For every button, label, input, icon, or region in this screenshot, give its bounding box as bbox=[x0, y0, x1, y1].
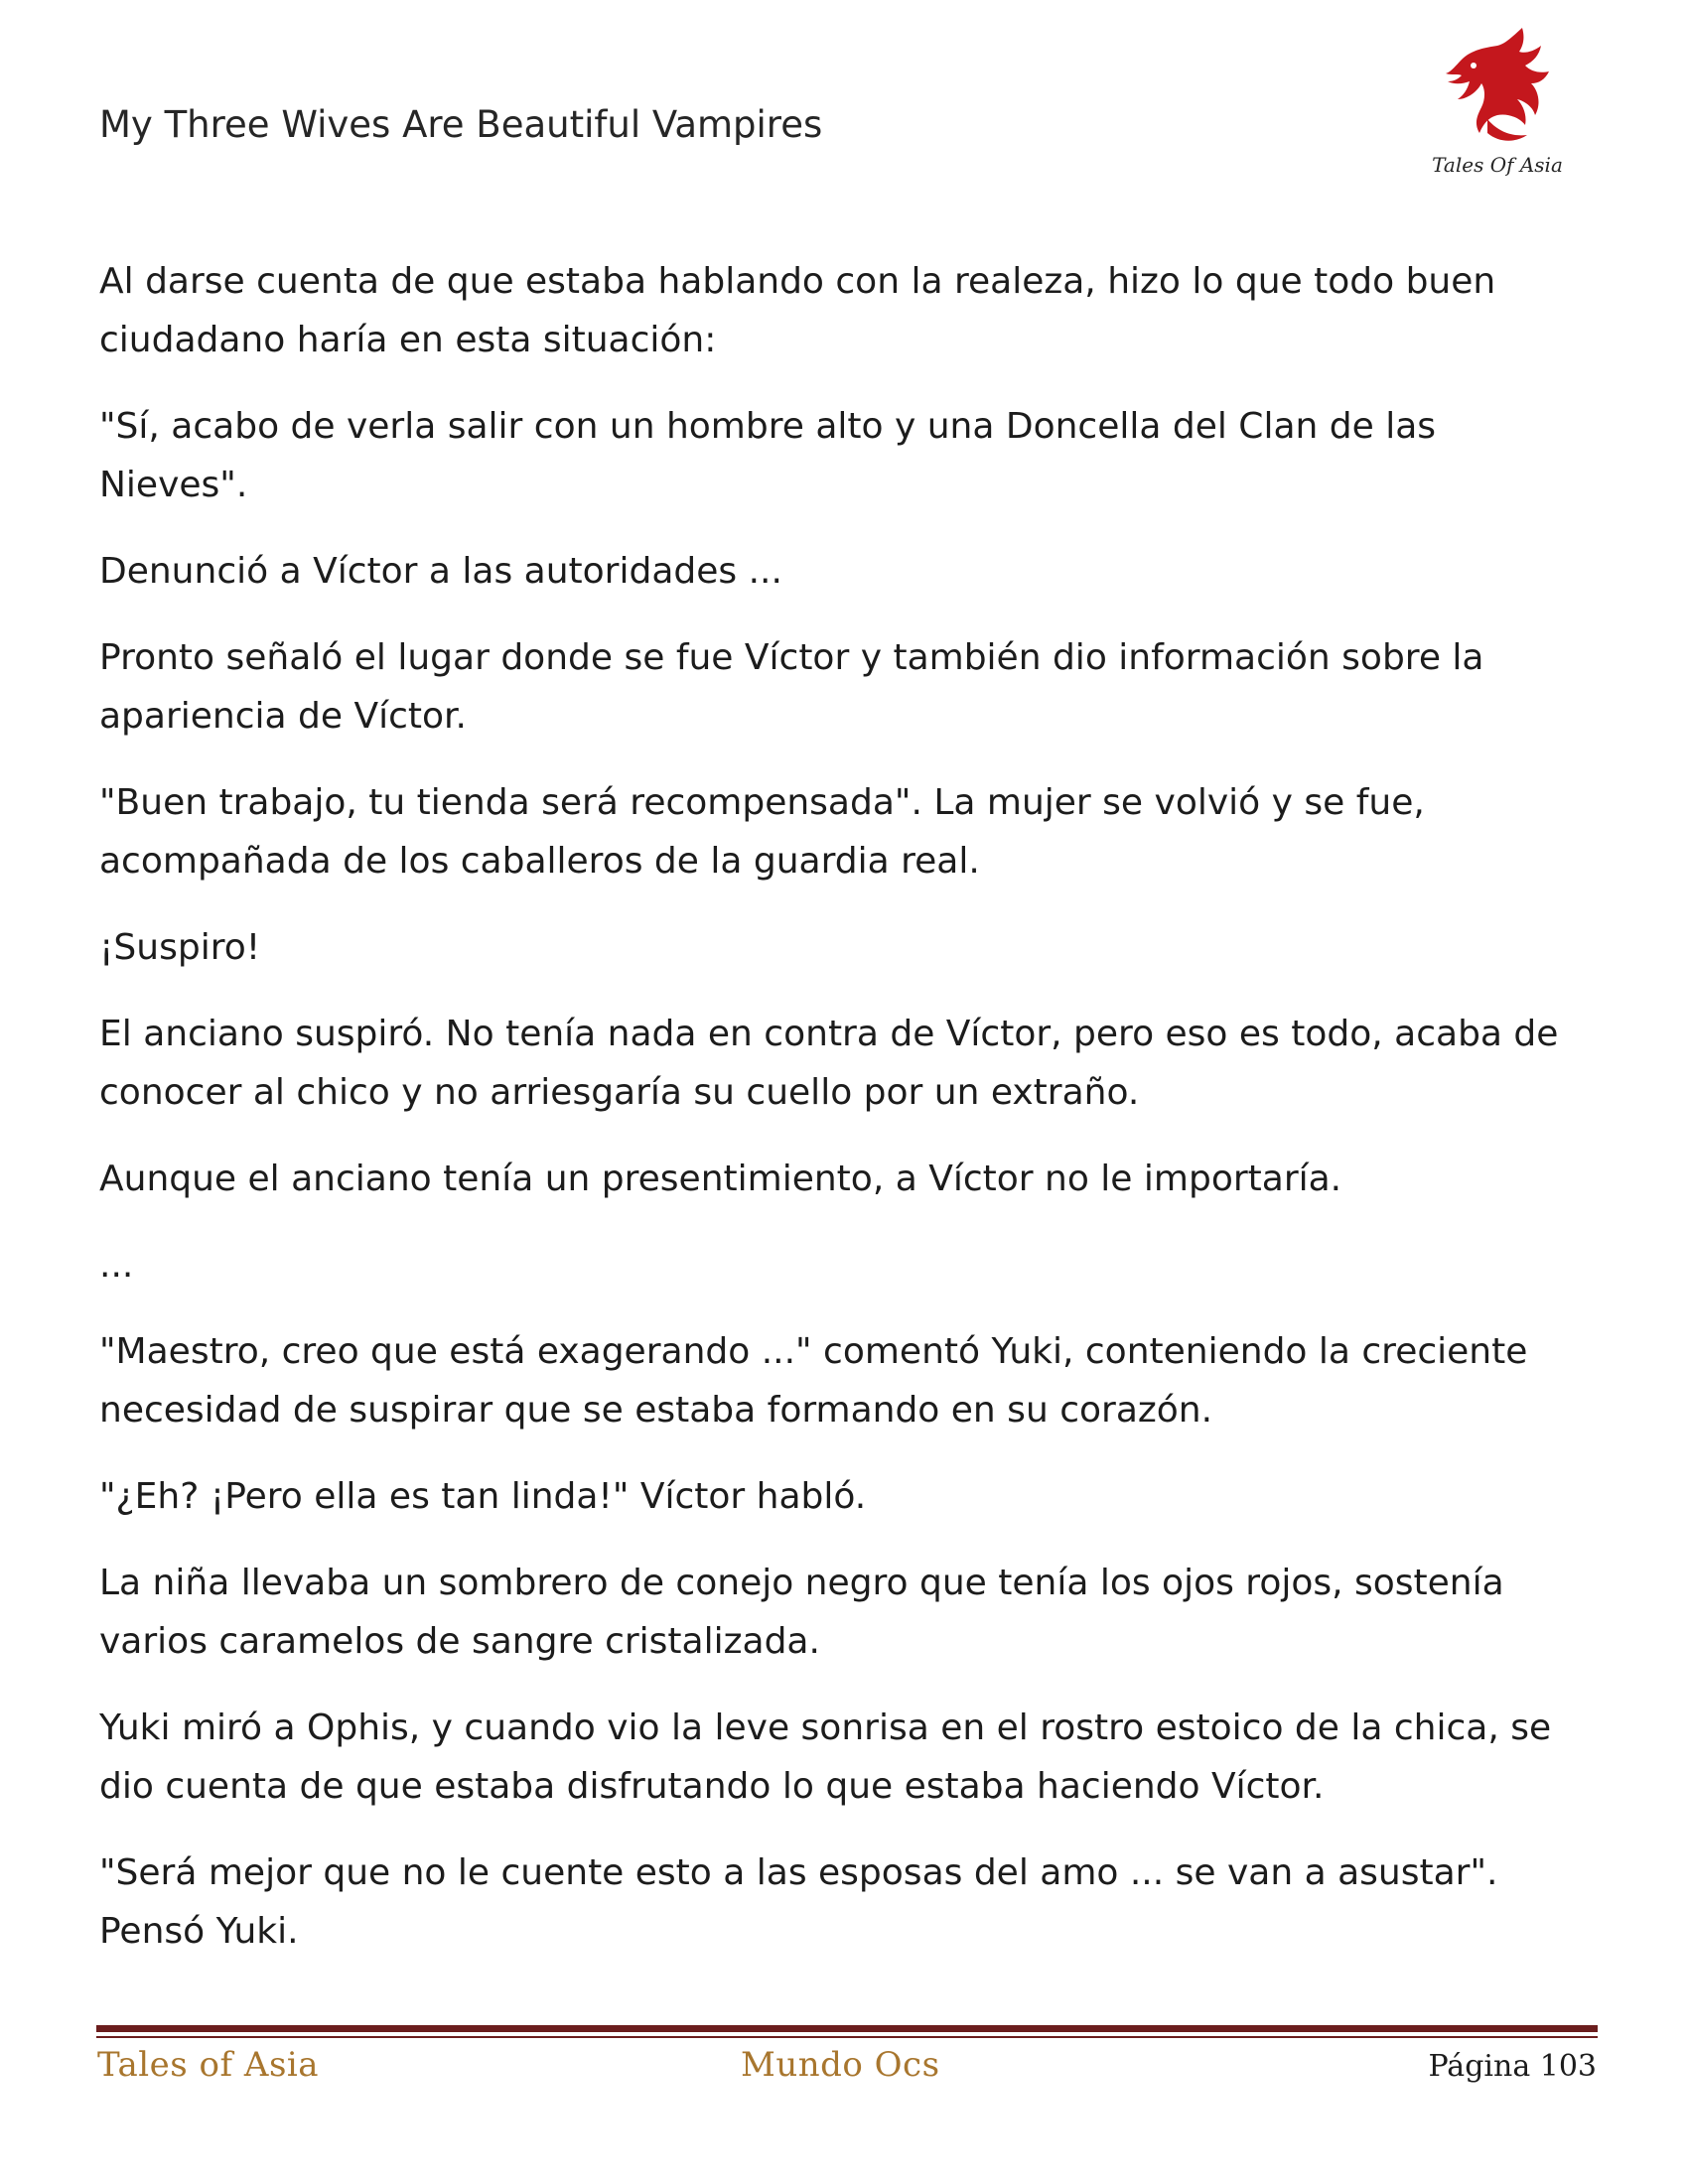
footer-translator: Mundo Ocs bbox=[741, 2045, 940, 2085]
paragraph: El anciano suspiró. No tenía nada en contra de Víctor, pero eso es todo, acaba de conocer al chico y no arriesgaría su cuello por un extraño. bbox=[99, 1014, 1559, 1113]
logo-caption: Tales Of Asia bbox=[1432, 153, 1563, 177]
document-title: My Three Wives Are Beautiful Vampires bbox=[99, 103, 823, 146]
paragraph: Denunció a Víctor a las autoridades ... bbox=[99, 551, 782, 592]
page-number: Página 103 bbox=[1428, 2049, 1597, 2084]
paragraph: Aunque el anciano tenía un presentimiento, a Víctor no le importaría. bbox=[99, 1159, 1342, 1199]
paragraph: Pronto señaló el lugar donde se fue Víctor y también dio información sobre la apariencia de Víctor. bbox=[99, 637, 1484, 737]
paragraph: "¿Eh? ¡Pero ella es tan linda!" Víctor habló. bbox=[99, 1476, 867, 1517]
paragraph: La niña llevaba un sombrero de conejo negro que tenía los ojos rojos, sostenía varios caramelos de sangre cristalizada. bbox=[99, 1563, 1504, 1662]
paragraph: "Será mejor que no le cuente esto a las esposas del amo ... se van a asustar". Pensó Yuki. bbox=[99, 1852, 1498, 1952]
red-dragon-icon bbox=[1428, 20, 1567, 159]
footer-site-name: Tales of Asia bbox=[97, 2045, 320, 2085]
paragraph: "Buen trabajo, tu tienda será recompensada". La mujer se volvió y se fue, acompañada de los caballeros de la guardia real. bbox=[99, 782, 1425, 882]
page-body bbox=[99, 252, 1589, 1988]
paragraph: Yuki miró a Ophis, y cuando vio la leve sonrisa en el rostro estoico de la chica, se dio cuenta de que estaba disfrutando lo que estaba haciendo Víctor. bbox=[99, 1707, 1552, 1807]
paragraph: "Sí, acabo de verla salir con un hombre alto y una Doncella del Clan de las Nieves". bbox=[99, 406, 1437, 505]
tales-of-asia-logo bbox=[1428, 20, 1567, 179]
paragraph: Al darse cuenta de que estaba hablando con la realeza, hizo lo que todo buen ciudadano haría en esta situación: bbox=[99, 261, 1496, 360]
footer-rule bbox=[96, 2025, 1598, 2032]
footer-rule-thin bbox=[96, 2036, 1598, 2038]
paragraph: ¡Suspiro! bbox=[99, 927, 261, 968]
paragraph: "Maestro, creo que está exagerando ..." comentó Yuki, conteniendo la creciente necesidad de suspirar que se estaba formando en su corazón. bbox=[99, 1331, 1528, 1431]
paragraph: ... bbox=[99, 1245, 134, 1286]
